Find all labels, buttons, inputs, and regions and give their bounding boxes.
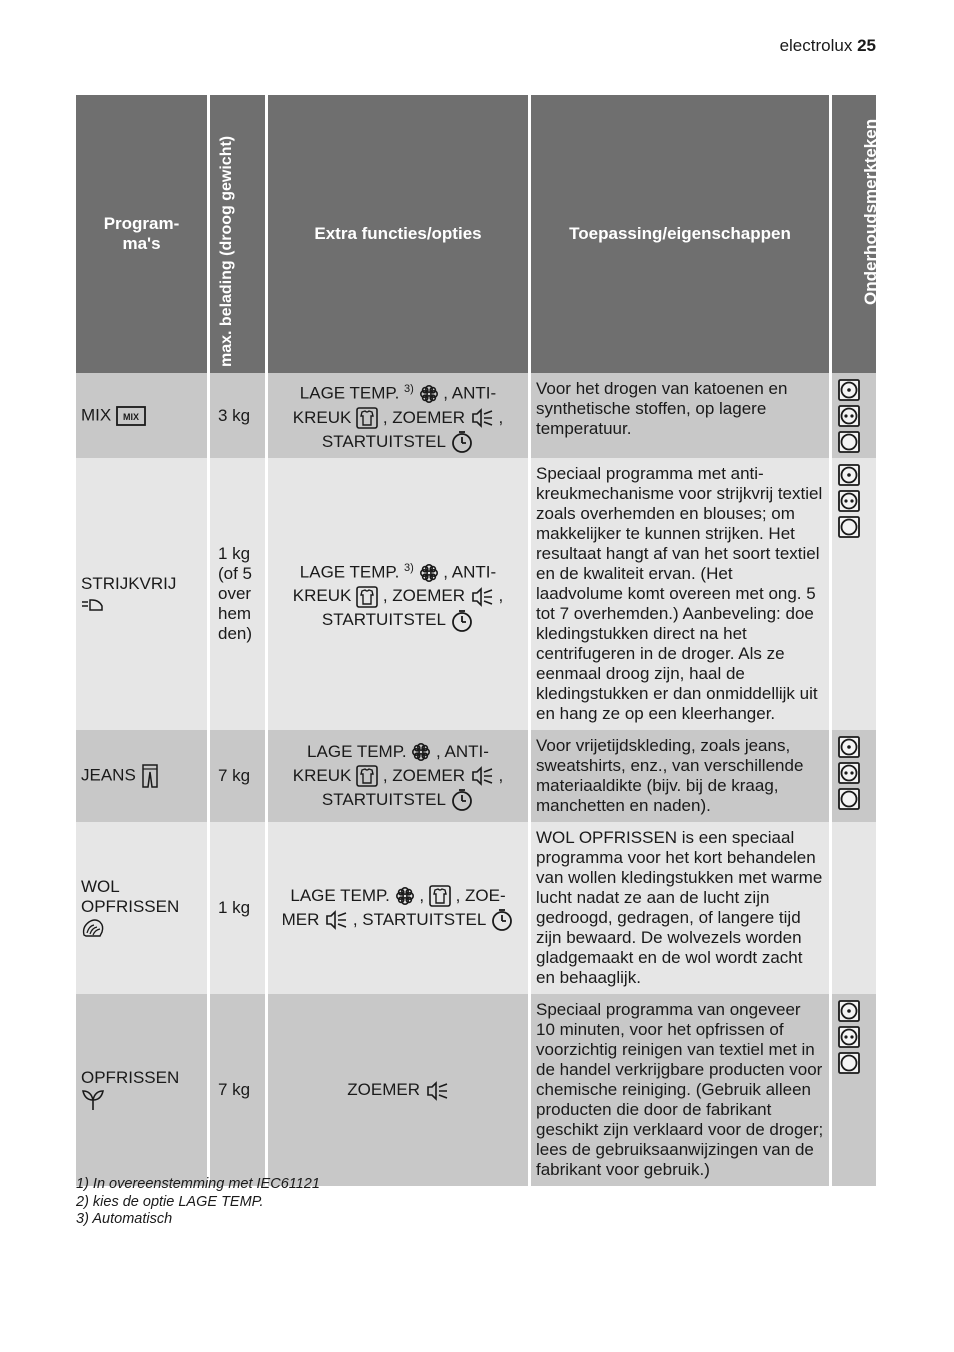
usage-cell: WOL OPFRISSEN is een speciaal programma voor het kort behandelen van wollen kledingstukken met warme lucht nadat ze aan de lucht zijn gedroogd, gedragen, of langere tijd zijn bewaard. De wolvezels worden gladgemaakt en de wol wordt zacht en behaaglijk.: [531, 822, 829, 994]
flower-icon: [395, 886, 415, 906]
program-name-cell: WOL OPFRISSEN: [76, 822, 207, 994]
tumble-dry-icon: [838, 1052, 860, 1074]
footnote: 2) kies de optie LAGE TEMP.: [76, 1193, 264, 1210]
tumble-dry-icon: [838, 431, 860, 453]
flower-icon: [419, 384, 439, 404]
anti-crease-icon: [429, 885, 451, 907]
svg-text:MIX: MIX: [122, 411, 139, 422]
header-usage: Toepassing/eigenschappen: [531, 95, 829, 373]
header-load: max. belading (droog gewicht): [210, 95, 265, 373]
usage-cell: Voor het drogen van katoenen en synthetische stoffen, op lagere temperatuur.: [531, 373, 829, 458]
table-row: [76, 458, 876, 730]
table-row: [76, 822, 876, 994]
page-number: 25: [857, 36, 876, 55]
brand-name: electrolux: [779, 36, 853, 55]
program-name-cell: JEANS: [76, 730, 207, 822]
program-name-cell: STRIJKVRIJ: [76, 458, 207, 730]
tumble-dry-low-icon: [838, 464, 860, 486]
program-name-cell: OPFRISSEN: [76, 994, 207, 1186]
footnote: 1) In overeenstemming met IEC61121: [76, 1176, 320, 1192]
mix-icon: [116, 405, 146, 427]
extras-cell: LAGE TEMP. $^{3)}$ , ANTI- KREUK , ZOEMER , STARTUITSTEL: [268, 373, 528, 458]
buzzer-icon: [470, 765, 494, 787]
care-cell: [832, 458, 876, 730]
tumble-dry-normal-icon: [838, 762, 860, 784]
clock-icon: [450, 788, 474, 812]
care-cell: [832, 730, 876, 822]
load-cell: 1 kg (of 5 over hem den): [210, 458, 265, 730]
anti-crease-icon: [356, 765, 378, 787]
anti-crease-icon: [356, 407, 378, 429]
tumble-dry-icon: [838, 516, 860, 538]
load-cell: 7 kg: [210, 730, 265, 822]
footnotes: [76, 1176, 320, 1229]
buzzer-icon: [470, 407, 494, 429]
tumble-dry-low-icon: [838, 736, 860, 758]
table-row: [76, 730, 876, 822]
header-extras: Extra functies/opties: [268, 95, 528, 373]
care-cell: [832, 373, 876, 458]
header-program: Program- ma's: [76, 95, 207, 373]
extras-cell: LAGE TEMP. , ANTI- KREUK , ZOEMER , STARTUITSTEL: [268, 730, 528, 822]
buzzer-icon: [324, 909, 348, 931]
jeans-icon: [141, 764, 159, 788]
tumble-dry-normal-icon: [838, 490, 860, 512]
clock-icon: [450, 430, 474, 454]
tumble-dry-normal-icon: [838, 405, 860, 427]
usage-cell: Speciaal programma van ongeveer 10 minuten, voor het opfrissen of voorzichtig reinigen van textiel met in de handel verkrijgbare producten voor chemische reiniging. (Gebruik alleen producten die door de fabrikant geschikt zijn verklaard voor de droger; lees de gebruiksaanwijzingen van de fabrikant voor gebruik.): [531, 994, 829, 1186]
program-name-cell: MIX MIX: [76, 373, 207, 458]
flower-icon: [411, 742, 431, 762]
extras-cell: ZOEMER: [268, 994, 528, 1186]
flower-icon: [419, 563, 439, 583]
clock-icon: [490, 908, 514, 932]
anti-crease-icon: [356, 586, 378, 608]
load-cell: 3 kg: [210, 373, 265, 458]
extras-cell: LAGE TEMP. , , ZOE- MER , STARTUITSTEL: [268, 822, 528, 994]
tumble-dry-normal-icon: [838, 1026, 860, 1048]
tumble-dry-low-icon: [838, 379, 860, 401]
footnote: 3) Automatisch: [76, 1211, 173, 1227]
extras-cell: LAGE TEMP. $^{3)}$ , ANTI- KREUK , ZOEMER , STARTUITSTEL: [268, 458, 528, 730]
page-header: [780, 36, 876, 56]
care-cell: [832, 994, 876, 1186]
care-cell: [832, 822, 876, 994]
tumble-dry-low-icon: [838, 1000, 860, 1022]
header-care: Onderhoudsmerkteken: [832, 95, 876, 373]
table-row: [76, 994, 876, 1186]
buzzer-icon: [470, 586, 494, 608]
load-cell: 1 kg: [210, 822, 265, 994]
load-cell: 7 kg: [210, 994, 265, 1186]
program-table: [73, 95, 879, 1186]
refresh-icon: [81, 1088, 105, 1112]
usage-cell: Voor vrijetijdskleding, zoals jeans, sweatshirts, enz., van verschillende materiaaldikte (bijv. bij de kraag, manchetten en naden).: [531, 730, 829, 822]
table-row: [76, 373, 876, 458]
easy-iron-icon: [81, 596, 105, 614]
clock-icon: [450, 609, 474, 633]
tumble-dry-icon: [838, 788, 860, 810]
wool-icon: [81, 917, 105, 939]
usage-cell: Speciaal programma met anti-kreukmechanisme voor strijkvrij textiel zoals overhemden en blouses; om makkelijker te kunnen strijken. Het resultaat hangt af van het soort textiel en de kwaliteit ervan. (Het laadvolume komt overeen met ong. 5 tot 7 overhemden.) Aanbeveling: doe kledingstukken direct na het centrifugeren in de droger. Als ze eenmaal droog zijn, haal de kledingstukken er dan onmiddellijk uit en hang ze op een kleerhanger.: [531, 458, 829, 730]
buzzer-icon: [425, 1080, 449, 1102]
